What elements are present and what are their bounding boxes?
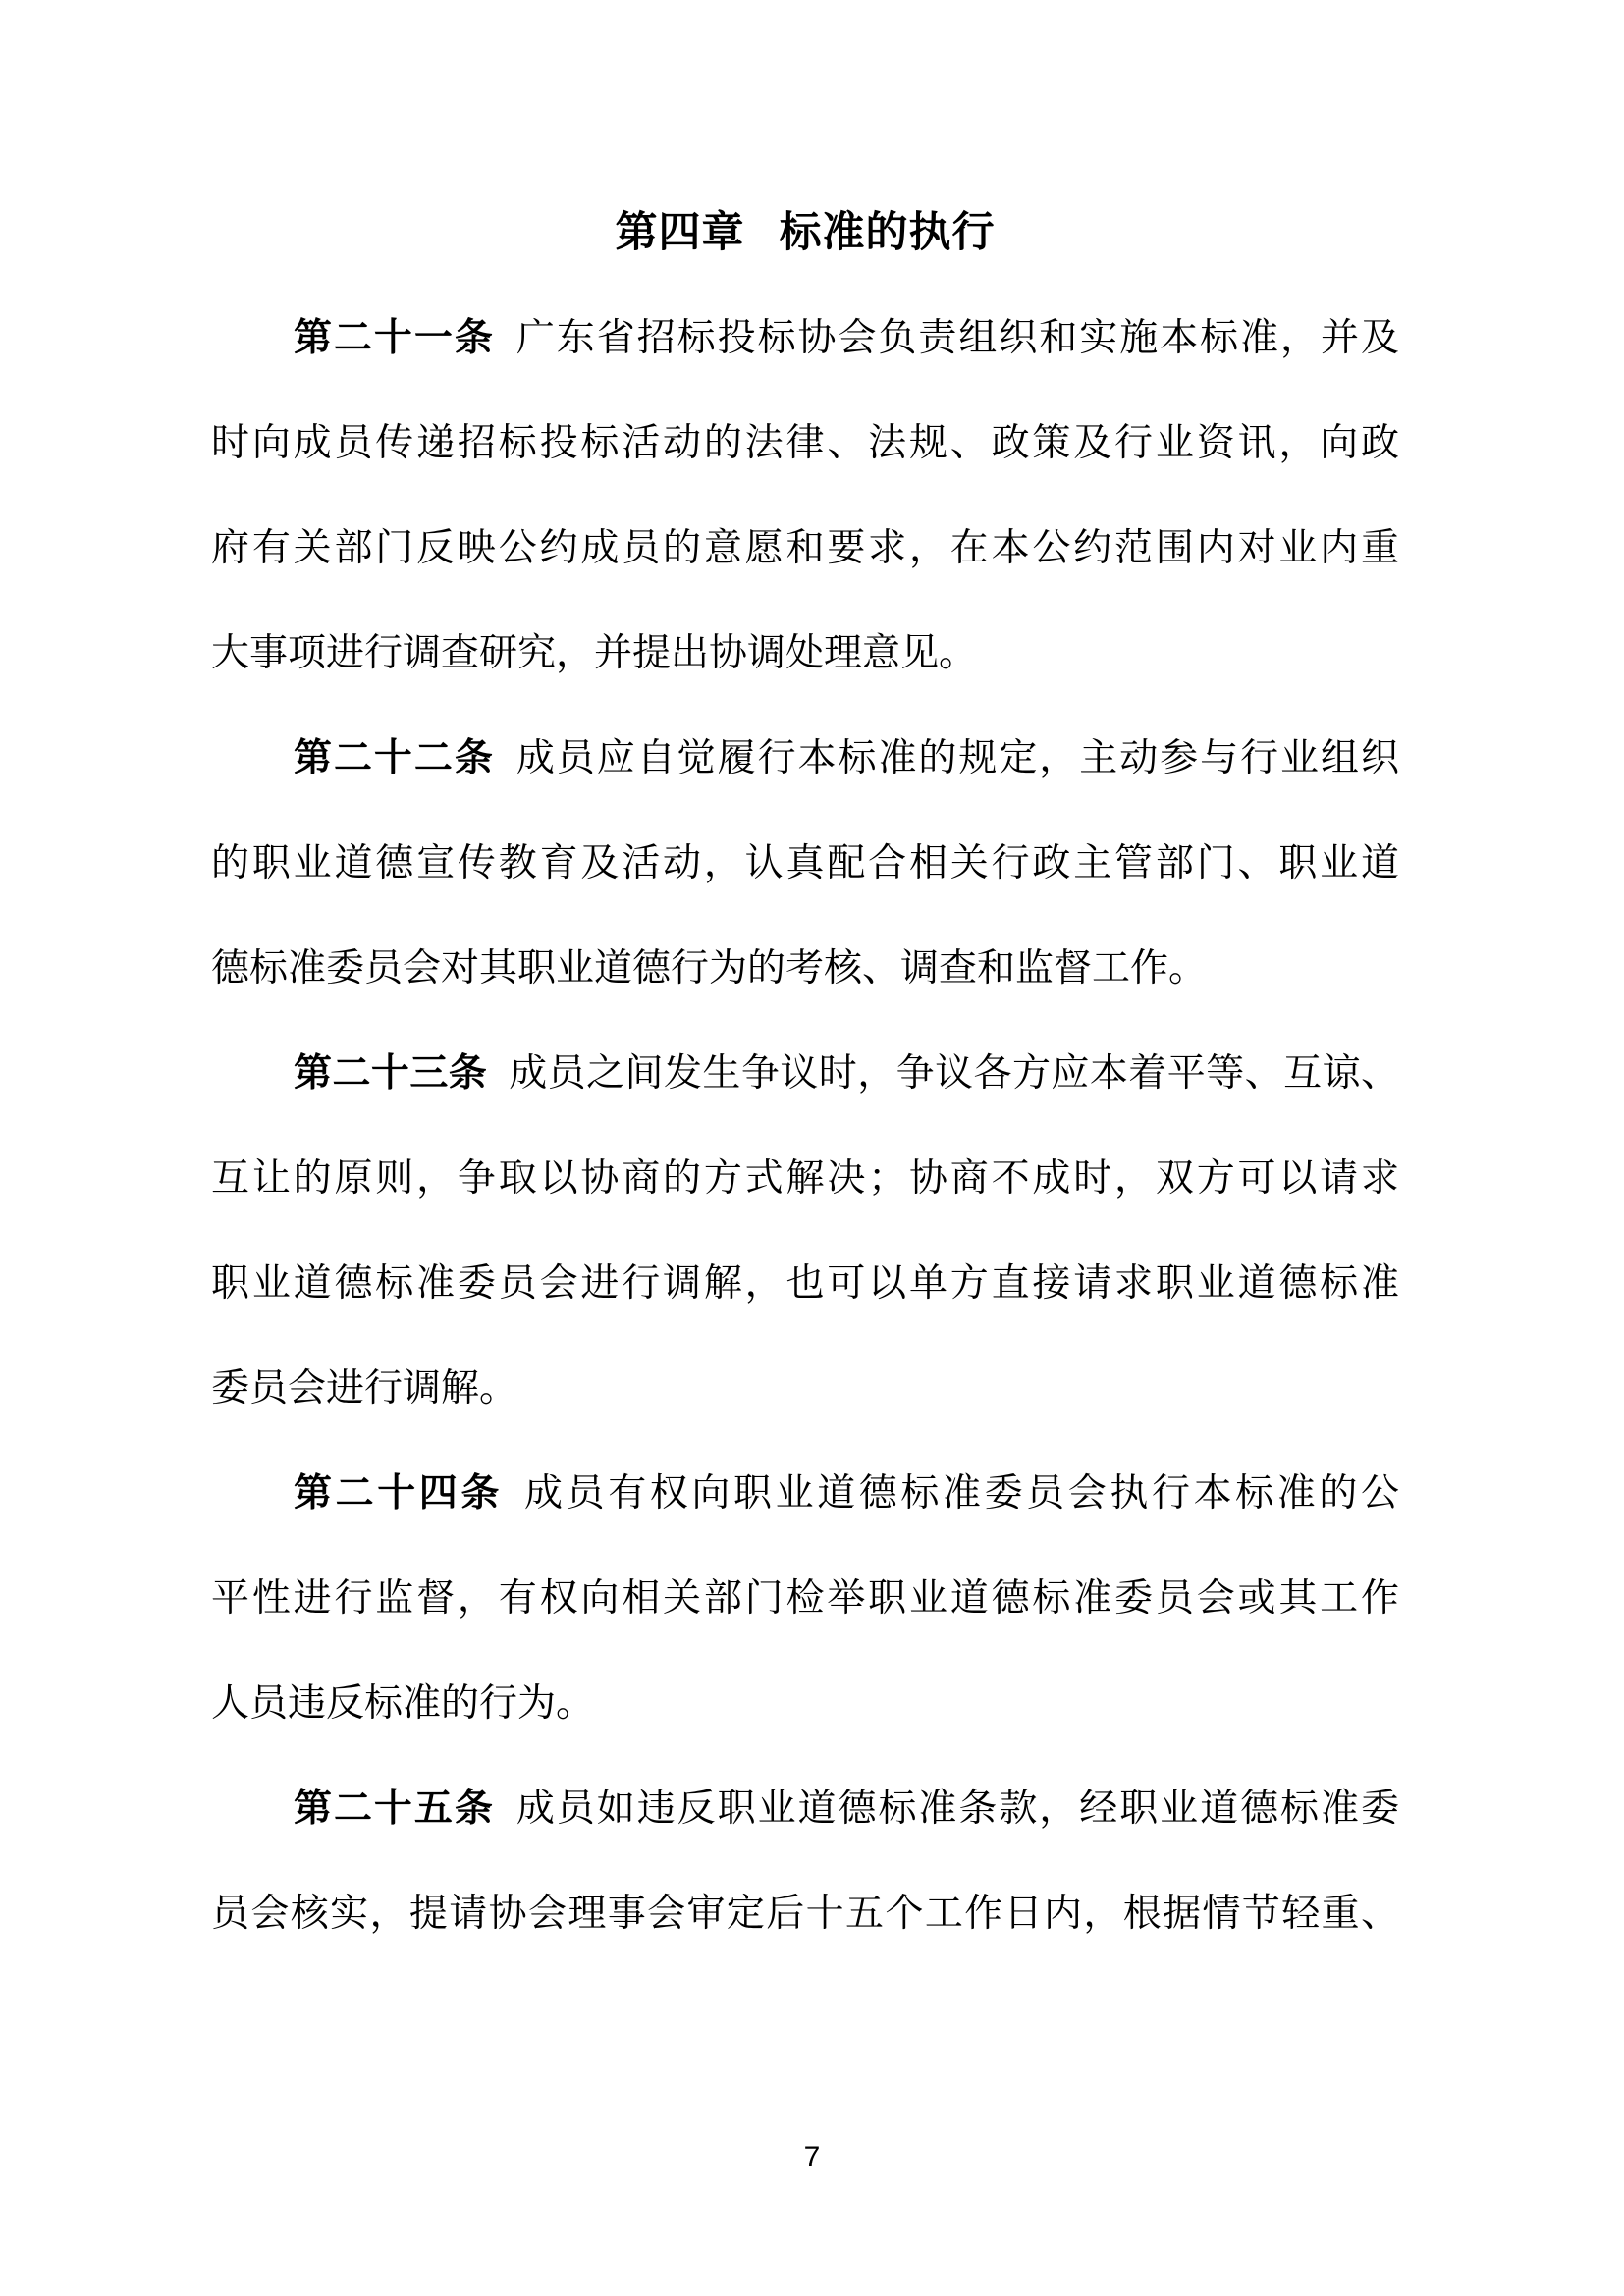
article-number: 第二十二条 <box>294 737 495 779</box>
paragraph-line: 人员违反标准的行为。 <box>211 1682 595 1725</box>
paragraph-line: 大事项进行调查研究，并提出协调处理意见。 <box>211 632 978 674</box>
paragraph-line <box>211 1756 1399 1861</box>
paragraph-line: 职业道德标准委员会进行调解，也可以单方直接请求职业道德标准 <box>211 1262 1399 1305</box>
paragraph-line: 的职业道德宣传教育及活动，认真配合相关行政主管部门、职业道 <box>211 842 1399 884</box>
page-content <box>211 181 1399 1966</box>
line-text: 成员应自觉履行本标准的规定，主动参与行业组织 <box>515 737 1399 779</box>
article-number: 第二十四条 <box>294 1472 503 1515</box>
chapter-title: 第四章 标准的执行 <box>615 209 996 256</box>
paragraph-line: 府有关部门反映公约成员的意愿和要求，在本公约范围内对业内重 <box>211 527 1399 569</box>
paragraph-line: 互让的原则，争取以协商的方式解决；协商不成时，双方可以请求 <box>211 1157 1399 1200</box>
paragraph-line: 委员会进行调解。 <box>211 1367 518 1410</box>
article-number: 第二十一条 <box>294 317 495 359</box>
paragraph-line: 员会核实，提请协会理事会审定后十五个工作日内，根据情节轻重、 <box>211 1893 1399 1935</box>
line-text: 成员如违反职业道德标准条款，经职业道德标准委 <box>515 1788 1399 1830</box>
paragraph-line <box>211 1021 1399 1126</box>
paragraph-line <box>211 1441 1399 1546</box>
paragraph-line: 平性进行监督，有权向相关部门检举职业道德标准委员会或其工作 <box>211 1577 1399 1620</box>
paragraph-line <box>211 286 1399 391</box>
paragraph-line: 德标准委员会对其职业道德行为的考核、调查和监督工作。 <box>211 947 1208 989</box>
article-number: 第二十五条 <box>294 1788 495 1830</box>
line-text: 广东省招标投标协会负责组织和实施本标准，并及 <box>515 317 1399 359</box>
line-text: 成员之间发生争议时，争议各方应本着平等、互谅、 <box>509 1052 1399 1095</box>
article-number: 第二十三条 <box>294 1052 488 1095</box>
paragraph-line: 时向成员传递招标投标活动的法律、法规、政策及行业资讯，向政 <box>211 422 1399 464</box>
line-text: 成员有权向职业道德标准委员会执行本标准的公 <box>524 1472 1399 1515</box>
paragraph-line <box>211 706 1399 811</box>
page-number: 7 <box>803 2141 821 2173</box>
